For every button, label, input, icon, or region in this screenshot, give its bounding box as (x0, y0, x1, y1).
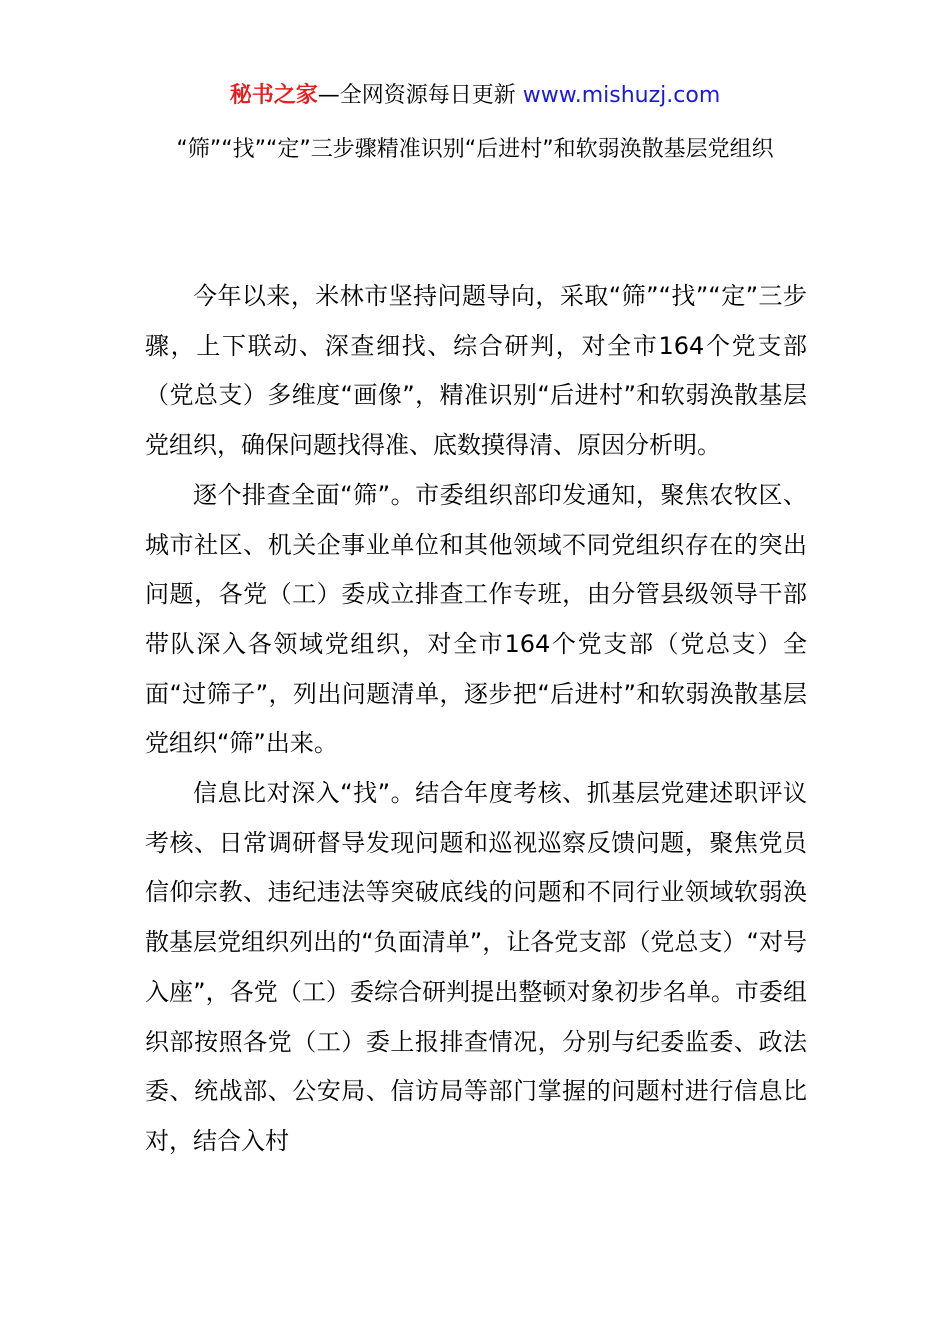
document-body (145, 272, 807, 1167)
site-url-link[interactable]: www.mishuzj.com (522, 83, 721, 108)
paragraph-intro: 今年以来，米林市坚持问题导向，采取“筛”“找”“定”三步骤，上下联动、深查细找、综合研判，对全市164个党支部（党总支）多维度“画像”，精准识别“后进村”和软弱涣散基层党组织，确保问题找得准、底数摸得清、原因分析明。 (145, 282, 807, 460)
document-title: “筛”“找”“定”三步骤精准识别“后进村”和软弱涣散基层党组织 (176, 137, 774, 162)
site-brand: 秘书之家 (229, 83, 318, 108)
site-header (0, 80, 950, 112)
site-tagline: —全网资源每日更新 (317, 83, 523, 108)
paragraph-find: 信息比对深入“找”。结合年度考核、抓基层党建述职评议考核、日常调研督导发现问题和巡视巡察反馈问题，聚焦党员信仰宗教、违纪违法等突破底线的问题和不同行业领域软弱涣散基层党组织列出的“负面清单”，让各党支部（党总支）“对号入座”，各党（工）委综合研判提出整顿对象初步名单。市委组织部按照各党（工）委上报排查情况，分别与纪委监委、政法委、统战部、公安局、信访局等部门掌握的问题村进行信息比对，结合入村 (145, 779, 807, 1155)
paragraph-screen: 逐个排查全面“筛”。市委组织部印发通知，聚焦农牧区、城市社区、机关企事业单位和其他领域不同党组织存在的突出问题，各党（工）委成立排查工作专班，由分管县级领导干部带队深入各领域党组织，对全市164个党支部（党总支）全面“过筛子”，列出问题清单，逐步把“后进村”和软弱涣散基层党组织“筛”出来。 (145, 480, 807, 758)
